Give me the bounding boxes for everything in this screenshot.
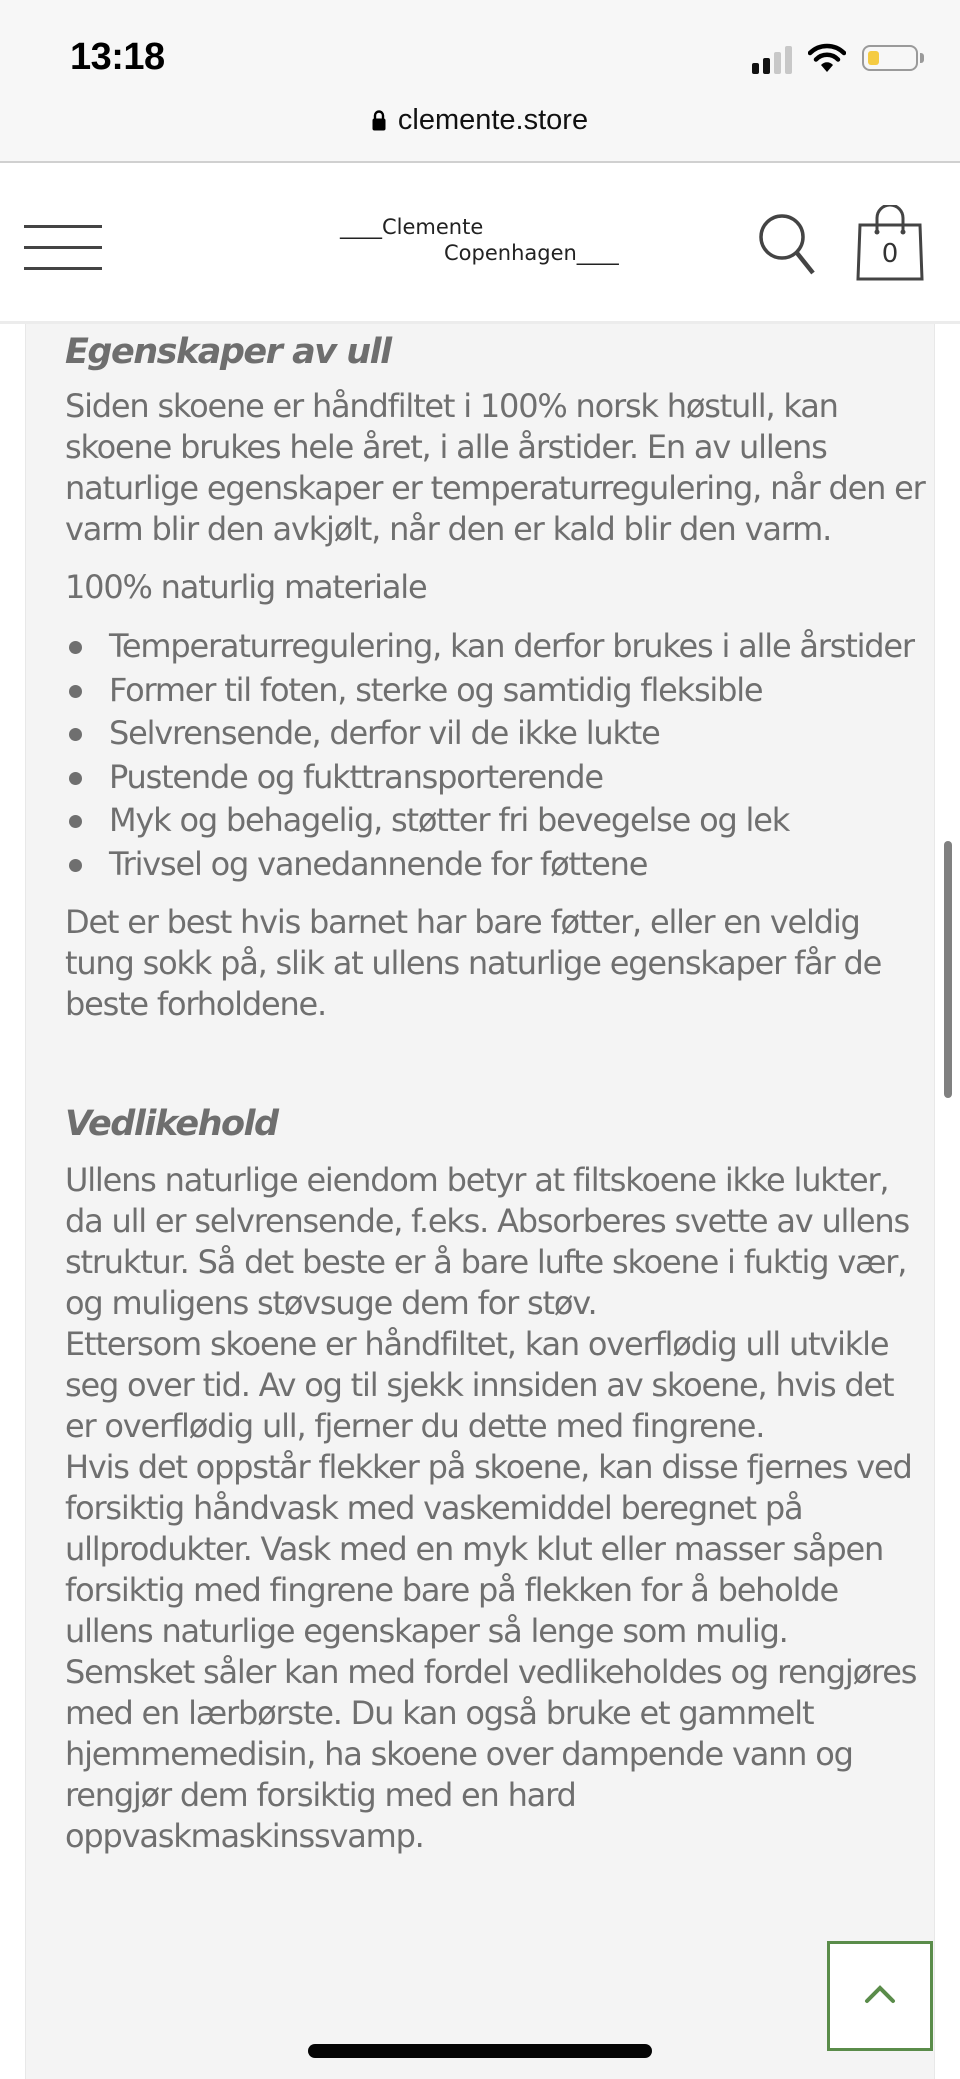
wool-properties-intro: Siden skoene er håndfiltet i 100% norsk høstull, kan skoene brukes hele året, i alle årstider. En av ullens naturlige egenskaper er temperaturregulering, når den er varm blir den avkjølt, når den er kald blir den varm.	[65, 387, 925, 548]
maintenance-paragraph: Semsket såler kan med fordel vedlikeholdes og rengjøres med en lærbørste. Du kan også bruke et gammelt hjemmemedisin, ha skoene over dampende vann og rengjør dem forsiktig med en hard oppvaskmaskinssvamp.	[65, 1653, 917, 1855]
list-item: Pustende og fukttransporterende	[65, 756, 925, 800]
wifi-icon	[808, 42, 846, 74]
chevron-up-icon	[830, 1944, 930, 2048]
logo-line-1: ____Clemente	[340, 215, 484, 239]
status-time: 13:18	[70, 36, 165, 78]
url-display[interactable]	[0, 104, 960, 137]
list-item: Selvrensende, derfor vil de ikke lukte	[65, 712, 925, 756]
section-heading-maintenance: Vedlikehold	[65, 1104, 278, 1144]
list-item: Myk og behagelig, støtter fri bevegelse og lek	[65, 799, 925, 843]
browser-url-bar[interactable]	[0, 100, 960, 163]
list-item: Temperaturregulering, kan derfor brukes i alle årstider	[65, 625, 925, 669]
search-icon[interactable]	[756, 211, 822, 277]
cart-count-badge: 0	[881, 239, 899, 269]
natural-material-subheading: 100% naturlig materiale	[65, 568, 427, 606]
product-description	[65, 324, 925, 1857]
shopping-bag-icon[interactable]	[854, 205, 926, 283]
home-indicator[interactable]	[308, 2044, 652, 2058]
battery-level	[868, 51, 879, 65]
site-logo[interactable]	[340, 215, 630, 275]
lock-icon	[372, 106, 386, 128]
logo-line-2: Copenhagen____	[444, 241, 619, 265]
list-item: Former til foten, sterke og samtidig fleksible	[65, 669, 925, 713]
wool-benefits-list	[65, 625, 925, 886]
site-header	[0, 163, 960, 324]
battery-low-icon	[862, 45, 918, 71]
hamburger-menu-icon[interactable]	[24, 225, 104, 273]
cellular-signal-icon	[752, 44, 798, 74]
list-item: Trivsel og vanedannende for føttene	[65, 843, 925, 887]
maintenance-paragraph: Ettersom skoene er håndfiltet, kan overflødig ull utvikle seg over tid. Av og til sjekk innsiden av skoene, hvis det er overflødig ull, fjerner du dette med fingrene.	[65, 1325, 894, 1445]
maintenance-paragraph: Ullens naturlige eiendom betyr at filtskoene ikke lukter, da ull er selvrensende, f.eks. Absorberes svette av ullens struktur. Så det beste er å bare lufte skoene i fuktig vær, og muligens støvsuge dem for støv.	[65, 1161, 909, 1322]
url-text: clemente.store	[397, 104, 589, 136]
maintenance-paragraph: Hvis det oppstår flekker på skoene, kan disse fjernes ved forsiktig håndvask med vaskemiddel beregnet på ullprodukter. Vask med en myk klut eller masser såpen forsiktig med fingrene bare på flekken for å beholde ullens naturlige egenskaper så lenge som mulig.	[65, 1448, 912, 1650]
wool-properties-outro: Det er best hvis barnet har bare føtter, eller en veldig tung sokk på, slik at ullens naturlige egenskaper får de beste forholdene.	[65, 903, 882, 1023]
back-to-top-button[interactable]	[827, 1941, 933, 2051]
section-heading-wool-properties: Egenskaper av ull	[65, 332, 391, 372]
status-bar	[0, 0, 960, 100]
battery-tip	[920, 53, 924, 63]
page-scrollbar[interactable]	[944, 841, 952, 1098]
product-description-panel	[25, 324, 935, 2079]
